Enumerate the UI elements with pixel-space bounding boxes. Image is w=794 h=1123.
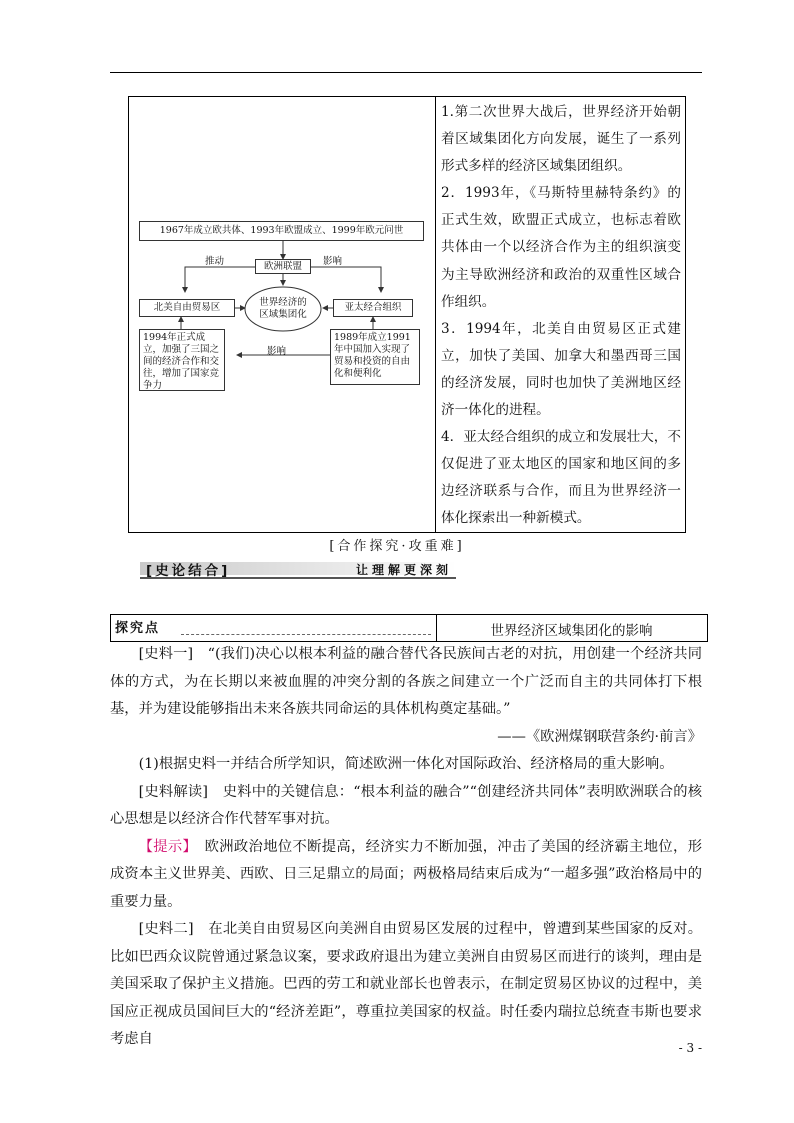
diagram-label-influence-bottom: 影响: [267, 346, 287, 357]
banner-subtitle: 让理解更深刻: [355, 563, 452, 577]
diagram-nafta-note: 1994年正式成立，加强了三国之间的经济合作和交往，增加了国家竞争力: [139, 329, 225, 391]
header-rule: [110, 72, 702, 73]
section-caption: [合作探究·攻重难]: [329, 539, 465, 554]
concept-diagram: [137, 217, 429, 407]
diagram-apec-box: 亚太经合组织: [333, 299, 413, 317]
diagram-center-text: 世界经济的区域集团化: [259, 297, 307, 320]
banner-title: [史论结合]: [146, 563, 231, 579]
section-banner: [140, 558, 456, 578]
source-1-citation: ——《欧洲煤钢联营条约·前言》: [497, 728, 702, 745]
explore-title: 世界经济区域集团化的影响: [490, 623, 653, 639]
diagram-eu-box: 欧洲联盟: [255, 259, 311, 274]
hint-label: 【提示】: [138, 838, 190, 855]
summary-item-3: 3．1994年，北美自由贸易区正式建立，加快了美国、加拿大和墨西哥三国的经济发展，同时也加快了美洲地区经济一体化的进程。: [441, 320, 681, 419]
summary-item-1: 1.第二次世界大战后，世界经济开始朝着区域集团化方向发展，诞生了一系列形式多样的经济区域集团组织。: [441, 104, 681, 175]
summary-item-4: 4．亚太经合组织的成立和发展壮大，不仅促进了亚太地区的国家和地区间的多边经济联系与合作，而且为世界经济一体化探索出一种新模式。: [441, 429, 681, 527]
summary-table: [128, 96, 686, 533]
question-1: (1)根据史料一并结合所学知识，简述欧洲一体化对国际政治、经济格局的重大影响。: [138, 756, 674, 772]
body-text: [110, 641, 702, 1054]
explore-dashed-rule: [181, 634, 431, 635]
diagram-apec-note: 1989年成立1991年中国加入实现了贸易和投资的自由化和便利化: [330, 329, 420, 385]
hint-paragraph: [110, 834, 702, 917]
page-number: - 3 -: [678, 1041, 702, 1055]
diagram-label-push: 推动: [205, 256, 225, 267]
table-column-divider: [435, 97, 436, 532]
diagram-top-box: 1967年成立欧共体、1993年欧盟成立、1999年欧元问世: [139, 221, 424, 241]
diagram-nafta-box: 北美自由贸易区: [139, 299, 235, 317]
source-2: [史料二] 在北美自由贸易区向美洲自由贸易区发展的过程中，曾遭到某些国家的反对。比如巴西众议院曾通过紧急议案，要求政府退出为建立美洲自由贸易区而进行的谈判，理由是美国采取了保护主义措施。巴西的劳工和就业部长也曾表示，在制定贸易区协议的过程中，美国应正视成员国间巨大的“经济差距”，尊重拉美国家的权益。时任委内瑞拉总统查韦斯也要求考虑自: [110, 921, 702, 1047]
explore-tag: 探究点: [115, 621, 161, 636]
summary-text: [441, 97, 681, 533]
source-1: [史料一] “(我们)决心以根本利益的融合替代各民族间古老的对抗，用创建一个经济共同体的方式，为在长期以来被血腥的冲突分割的各族之间建立一个广泛而自主的共同体打下根基，并为建设能够指出未来各族共同命运的具体机构奠定基础。”: [110, 646, 702, 717]
source-interpretation: [史料解读] 史料中的关键信息：“根本利益的融合”“创建经济共同体”表明欧洲联合的核心思想是以经济合作代替军事对抗。: [110, 783, 702, 827]
diagram-label-influence-top: 影响: [323, 256, 343, 267]
explore-point-table: [110, 614, 708, 642]
hint-text: 欧洲政治地位不断提高，经济实力不断加强，冲击了美国的经济霸主地位，形成资本主义世界美、西欧、日三足鼎立的局面；两极格局结束后成为“一超多强”政治格局中的重要力量。: [110, 838, 702, 910]
summary-item-2: 2．1993年，《马斯特里赫特条约》的正式生效，欧盟正式成立，也标志着欧共体由一个以经济合作为主的组织演变为主导欧洲经济和政治的双重性区域合作组织。: [441, 185, 681, 310]
